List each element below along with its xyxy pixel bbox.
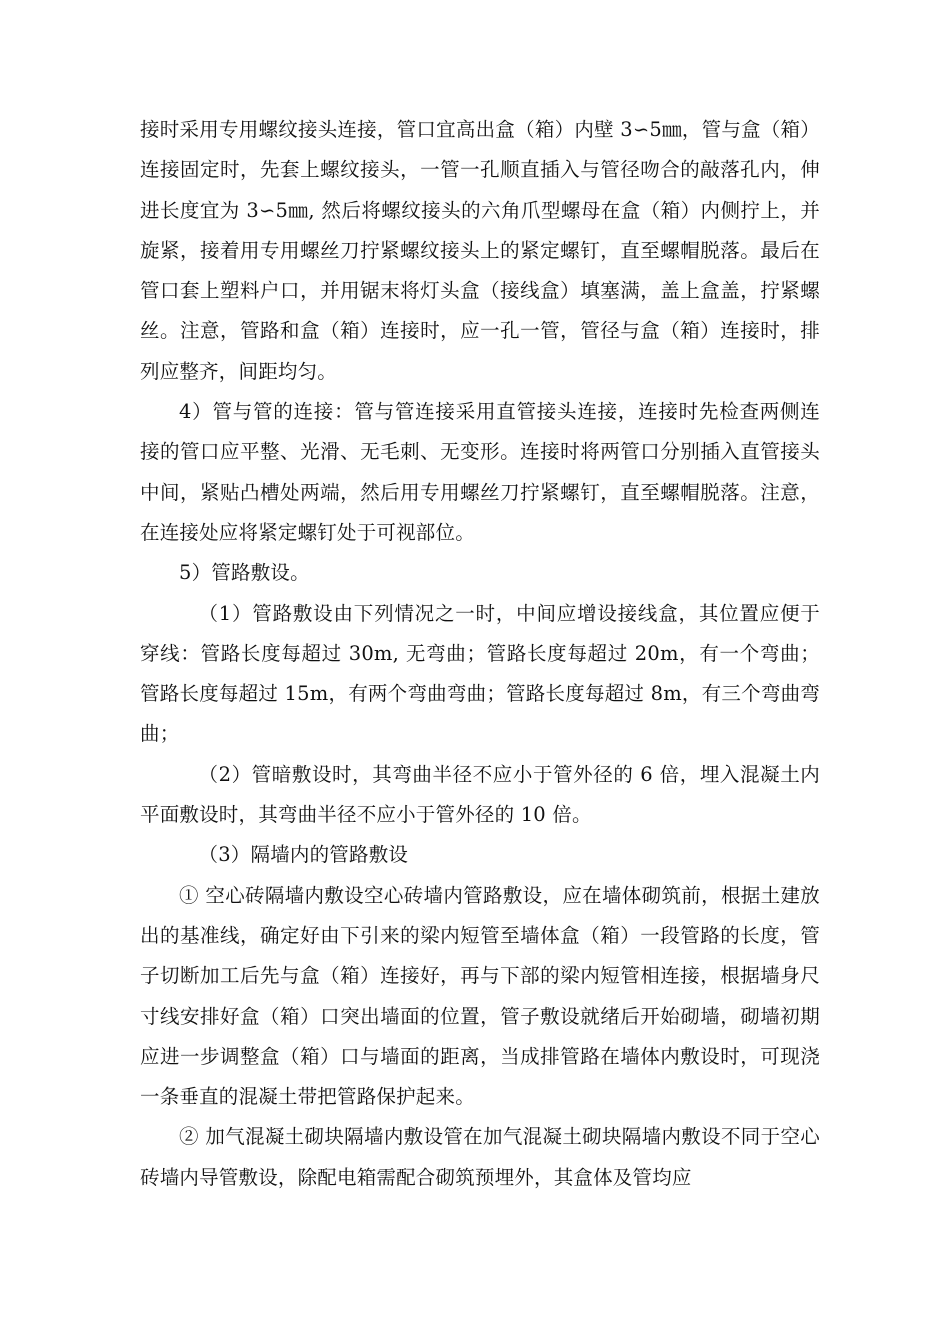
document-body [140,110,820,1198]
paragraph-junction-box-rule: （1）管路敷设由下列情况之一时，中间应增设接线盒，其位置应便于穿线：管路长度每超过 30m, 无弯曲；管路长度每超过 20m，有一个弯曲；管路长度每超过 15m，有两个弯曲弯曲；管路长度每超过 8m，有三个弯曲弯曲； [140,601,820,746]
paragraph-box-connection: 接时采用专用螺纹接头连接，管口宜高出盒（箱）内壁 3∽5㎜，管与盒（箱）连接固定时，先套上螺纹接头，一管一孔顺直插入与管径吻合的敲落孔内，伸进长度宜为 3∽5㎜, 然后将螺纹接头的六角爪型螺母在盒（箱）内侧拧上，并旋紧，接着用专用螺丝刀拧紧螺纹接头上的紧定螺钉，直至螺帽脱落。最后在管口套上塑料户口，并用锯末将灯头盒（接线盒）填塞满，盖上盒盖，拧紧螺丝。注意，管路和盒（箱）连接时，应一孔一管，管径与盒（箱）连接时，排列应整齐，间距均匀。 [140,118,820,383]
paragraph-partition-heading: （3）隔墙内的管路敷设 [198,843,409,867]
paragraph-hollow-brick-wall: ① 空心砖隔墙内敷设空心砖墙内管路敷设，应在墙体砌筑前，根据土建放出的基准线，确定好由下引来的梁内短管至墙体盒（箱）一段管路的长度，管子切断加工后先与盒（箱）连接好，再与下部的梁内短管相连接，根据墙身尺寸线安排好盒（箱）口突出墙面的位置，管子敷设就绪后开始砌墙，砌墙初期应进一步调整盒（箱）口与墙面的距离，当成排管路在墙体内敷设时，可现浇一条垂直的混凝土带把管路保护起来。 [140,883,820,1109]
paragraph-pipe-to-pipe: 4）管与管的连接：管与管连接采用直管接头连接，连接时先检查两侧连接的管口应平整、光滑、无毛刺、无变形。连接时将两管口分别插入直管接头中间，紧贴凸槽处两端，然后用专用螺丝刀拧紧螺钉，直至螺帽脱落。注意，在连接处应将紧定螺钉处于可视部位。 [140,400,820,544]
paragraph-bend-radius: （2）管暗敷设时，其弯曲半径不应小于管外径的 6 倍，埋入混凝土内平面敷设时，其弯曲半径不应小于管外径的 10 倍。 [140,762,820,827]
paragraph-aerated-block-wall: ② 加气混凝土砌块隔墙内敷设管在加气混凝土砌块隔墙内敷设不同于空心砖墙内导管敷设，除配电箱需配合砌筑预埋外，其盒体及管均应 [140,1125,820,1189]
paragraph-pipe-laying-heading: 5）管路敷设。 [179,561,310,585]
